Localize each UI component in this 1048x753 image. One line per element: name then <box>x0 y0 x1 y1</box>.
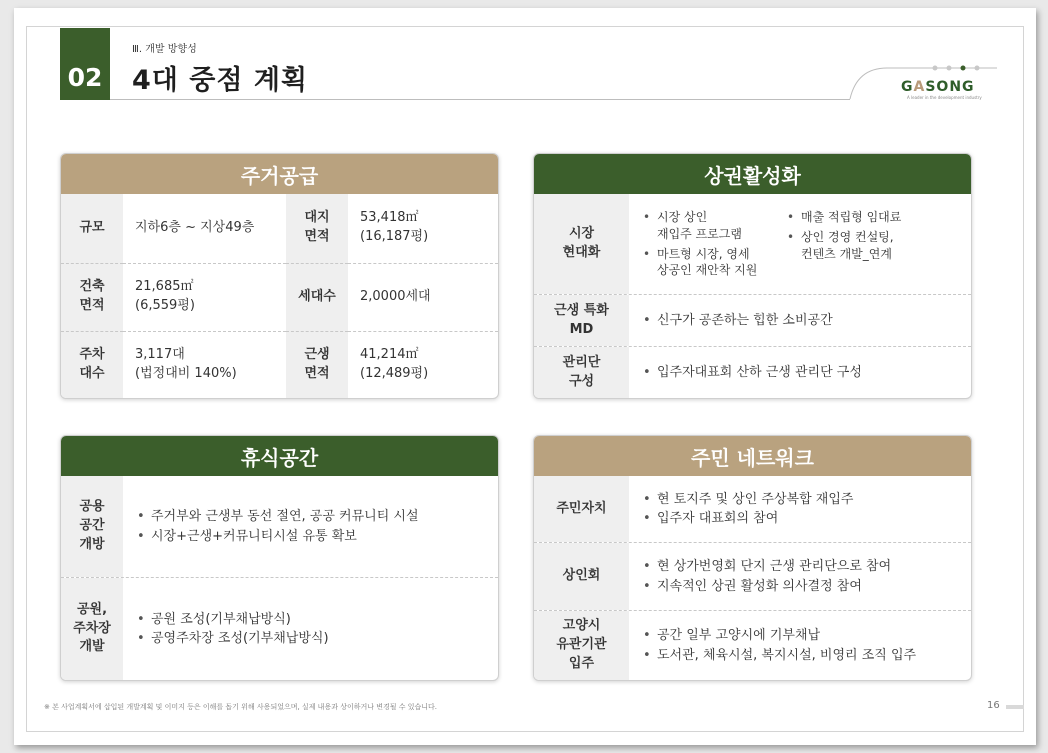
bullet-item: • 매출 적립형 임대료 <box>787 209 901 226</box>
disclaimer-note: ※ 본 사업계획서에 삽입된 개발계획 및 이미지 등은 이해를 돕기 위해 사용되었으며, 실제 내용과 상이하거나 변경될 수 있습니다. <box>44 703 438 711</box>
bullet-item: • 공영주차장 조성(기부채납방식) <box>137 629 329 649</box>
bullet-item: • 신구가 공존하는 힙한 소비공간 <box>643 311 833 331</box>
network-label: 고양시 유관기관 입주 <box>534 611 629 680</box>
page-number-bar <box>1006 705 1024 709</box>
rest-label: 공용 공간 개방 <box>61 476 123 577</box>
rest-panel-title: 휴식공간 <box>61 436 498 476</box>
commerce-panel-title: 상권활성화 <box>534 154 971 194</box>
commerce-bullets-right <box>787 209 901 265</box>
rest-bullets <box>137 610 329 649</box>
commerce-bullets <box>643 311 833 331</box>
bullet-item: • 입주자대표회 산하 근생 관리단 구성 <box>643 363 862 383</box>
housing-table <box>61 194 498 398</box>
bullet-item: • 상인 경영 컨설팅, 컨텐츠 개발_연계 <box>787 229 901 263</box>
housing-value: 21,685㎡ (6,559평) <box>123 263 286 331</box>
housing-label: 대지 면적 <box>286 194 348 263</box>
housing-value: 53,418㎡ (16,187평) <box>348 194 498 263</box>
list-item <box>534 295 971 347</box>
housing-panel <box>60 153 499 399</box>
housing-label: 건축 면적 <box>61 263 123 331</box>
housing-value: 3,117대 (법정대비 140%) <box>135 346 237 381</box>
network-label: 상인회 <box>534 543 629 610</box>
commerce-bullets-left <box>643 209 775 282</box>
bullet-item: • 공원 조성(기부채납방식) <box>137 610 329 630</box>
commerce-panel <box>533 153 972 399</box>
network-bullets <box>643 626 916 665</box>
housing-panel-title: 주거공급 <box>61 154 498 194</box>
network-label: 주민자치 <box>534 476 629 542</box>
document-page <box>14 8 1036 745</box>
bullet-item: • 주거부와 근생부 동선 절연, 공공 커뮤니티 시설 <box>137 507 419 527</box>
list-item <box>534 347 971 398</box>
page-number: 16 <box>987 700 1000 711</box>
list-item <box>534 476 971 543</box>
list-item <box>534 194 971 295</box>
logo-tagline: A leader in the development industry <box>907 95 982 100</box>
gasong-logo: GASONG <box>901 79 975 95</box>
section-subtitle: Ⅲ. 개발 방향성 <box>132 44 197 55</box>
commerce-bullets <box>643 363 862 383</box>
housing-label: 근생 면적 <box>286 331 348 398</box>
housing-label: 주차 대수 <box>61 331 123 398</box>
commerce-label: 관리단 구성 <box>534 347 629 398</box>
page-title: 4대 중점 계획 <box>132 65 308 96</box>
commerce-label: 근생 특화 MD <box>534 295 629 346</box>
bullet-item: • 시장+근생+커뮤니티시설 유통 확보 <box>137 527 419 547</box>
network-panel <box>533 435 972 681</box>
table-row <box>61 263 498 331</box>
bullet-item: • 현 토지주 및 상인 주상복합 재입주 <box>643 490 853 510</box>
housing-label: 세대수 <box>286 263 348 331</box>
table-row <box>61 194 498 263</box>
network-bullets <box>643 557 891 596</box>
bullet-item: • 마트형 시장, 영세 상공인 재안착 지원 <box>643 246 775 280</box>
rest-panel <box>60 435 499 681</box>
commerce-label: 시장 현대화 <box>534 194 629 294</box>
rest-bullets <box>137 507 419 546</box>
rest-label: 공원, 주차장 개발 <box>61 578 123 680</box>
network-bullets <box>643 490 853 529</box>
list-item <box>61 578 498 680</box>
list-item <box>61 476 498 578</box>
bullet-item: • 도서관, 체육시설, 복지시설, 비영리 조직 입주 <box>643 646 916 666</box>
bullet-item: • 입주자 대표회의 참여 <box>643 509 853 529</box>
housing-value: 지하6층 ~ 지상49층 <box>123 194 286 263</box>
bullet-item: • 시장 상인 재입주 프로그램 <box>643 209 775 243</box>
list-item <box>534 611 971 680</box>
title-divider <box>110 99 850 100</box>
table-row <box>61 331 498 398</box>
bullet-item: • 지속적인 상권 활성화 의사결정 참여 <box>643 577 891 597</box>
housing-value: 41,214㎡ (12,489평) <box>360 346 429 381</box>
housing-value: 2,0000세대 <box>348 263 498 331</box>
bullet-item: • 현 상가번영회 단지 근생 관리단으로 참여 <box>643 557 891 577</box>
bullet-item: • 공간 일부 고양시에 기부채납 <box>643 626 916 646</box>
list-item <box>534 543 971 611</box>
section-number: 02 <box>60 28 110 100</box>
housing-label: 규모 <box>61 194 123 263</box>
network-panel-title: 주민 네트워크 <box>534 436 971 476</box>
